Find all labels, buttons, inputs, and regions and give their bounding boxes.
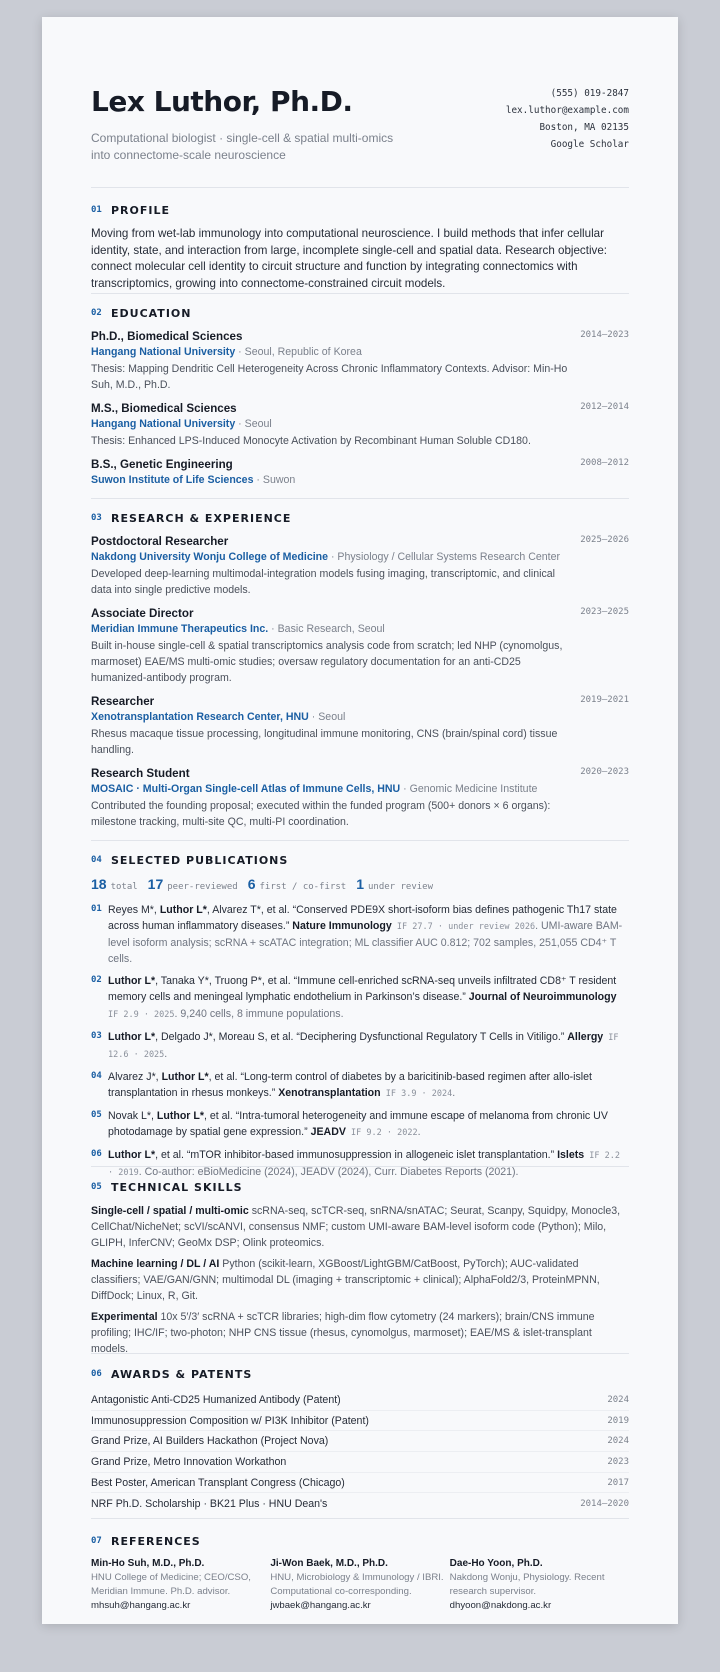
section-number: 06 [91,1369,102,1379]
section-heading [91,510,629,526]
award-year: 2017 [607,1477,629,1488]
org-name: Meridian Immune Therapeutics Inc. [91,623,269,635]
resume-page [42,17,678,1624]
publication-number: 01 [91,904,102,914]
section-number: 03 [91,513,102,523]
entry-date: 2025–2026 [580,535,629,545]
award-row [91,1411,629,1432]
degree-title: M.S., Biomedical Sciences [91,402,237,415]
role-title: Researcher [91,695,155,708]
entry-description: Built in-house single-cell & spatial transcriptomics analysis code from scratch; led NHP (cynomolgus, marmoset) EAE/MS multi-omic studies; oversaw regulatory documentation for an anti-CD25 humanized-antibody program. [91,640,563,684]
awards-section [91,1354,629,1519]
pub-note: . 9,240 cells, 8 immune populations. [174,1008,344,1020]
section-number: 02 [91,308,102,318]
pub-note: . UMI-aware BAM-level isoform analysis; scRNA + scATAC integration; ML classifier AUC 0.812; 702 samples, 251,055 CD4⁺ T cells. [108,920,623,965]
pub-journal: Islets [557,1149,585,1161]
pub-journal: Allergy [567,1031,604,1043]
entry-date: 2008–2012 [580,458,629,468]
section-title: RESEARCH & EXPERIENCE [111,511,292,525]
experience-entry [91,606,629,686]
degree-title: Ph.D., Biomedical Sciences [91,330,243,343]
contact-email[interactable]: lex.luthor@example.com [505,105,629,116]
skill-text: 10x 5′/3′ scRNA + scTCR libraries; high-dim flow cytometry (24 markers); brain/CNS immune profiling; IHC/IF; two-photon; NHP CNS tissue (rhesus, cynomolgus, marmoset); EAE/MS & islet-transplant models. [91,1311,595,1355]
skill-group [91,1309,629,1357]
entry-date: 2014–2023 [580,330,629,340]
education-entry [91,329,629,393]
org-name: Nakdong University Wonju College of Medicine [91,551,329,563]
degree-title: B.S., Genetic Engineering [91,458,233,471]
stat-review-count: 1 [356,876,364,892]
role-title: Research Student [91,767,190,780]
publication-item [91,1108,629,1141]
section-title: REFERENCES [111,1534,201,1548]
section-number: 07 [91,1536,102,1546]
pub-title: , et al. “Long-term control of diabetes by a baricitinib-based regimen after allo-islet transplantation in rhesus monkeys.” [108,1071,592,1099]
skill-group [91,1203,629,1251]
profile-text: Moving from wet-lab immunology into computational neuroscience. I build methods that infer cellular identity, state, and interaction from large, incomplete single-cell and spatial data. Research objective: connect molecular cell identity to circuit structure and function by integrating connectomics with transcriptomics, growing into connectome-constrained circuit models. [91,227,607,290]
pub-title: , Alvarez T*, et al. “Conserved PDE9X short-isoform bias defines pathogenic Th17 state across human inflammatory diseases.” [108,904,617,932]
entry-org [91,345,629,360]
skill-label: Experimental [91,1311,158,1323]
award-row [91,1390,629,1411]
reference-email[interactable]: mhsuh@hangang.ac.kr [91,1600,191,1611]
publication-item [91,1029,629,1063]
award-name: Grand Prize, Metro Innovation Workathon [91,1455,287,1468]
entry-org [91,710,629,725]
pub-authors-pre: Alvarez J*, [108,1071,162,1083]
org-name: Hangang National University [91,346,236,358]
section-heading [91,852,629,868]
section-heading [91,305,629,321]
award-name: Grand Prize, AI Builders Hackathon (Project Nova) [91,1435,329,1448]
org-name: Suwon Institute of Life Sciences [91,474,254,486]
awards-list [91,1390,629,1514]
award-year: 2014–2020 [580,1498,629,1509]
publication-citation [108,1147,629,1181]
award-row [91,1473,629,1494]
award-year: 2019 [607,1415,629,1426]
stat-peer-count: 17 [147,876,164,892]
scholar-link[interactable]: Google Scholar [550,139,629,150]
references-list [91,1557,629,1613]
entry-description: Rhesus macaque tissue processing, longitudinal immune monitoring, CNS (brain/spinal cord) tissue handling. [91,728,558,756]
publication-citation [108,902,629,967]
resume-header [91,67,629,188]
publication-number: 02 [91,975,102,985]
section-heading [91,202,629,218]
award-row [91,1493,629,1514]
award-year: 2023 [607,1456,629,1467]
pub-meta: IF 2.9 · 2025 [108,1010,175,1020]
org-location: · Seoul [308,711,346,723]
experience-entry [91,766,629,830]
role-title: Associate Director [91,607,194,620]
pub-meta: IF 2.2 · 2019 [108,1151,620,1178]
pub-self-author: Luthor L* [108,975,156,987]
entry-org [91,417,629,432]
education-section [91,294,629,499]
section-title: SELECTED PUBLICATIONS [111,853,289,867]
stat-first-count: 6 [247,876,256,892]
header-left [91,67,411,187]
pub-meta: IF 9.2 · 2022 [345,1128,418,1138]
award-name: NRF Ph.D. Scholarship · BK21 Plus · HNU Dean's [91,1497,328,1510]
entry-org [91,622,629,637]
section-title: AWARDS & PATENTS [111,1367,253,1381]
award-row [91,1431,629,1452]
award-year: 2024 [607,1394,629,1405]
skill-text: Python (scikit-learn, XGBoost/LightGBM/CatBoost, PyTorch); AUC-validated classifiers; VAE/GAN/GNN; multimodal DL (imaging + transcriptomic + clinical); AlphaFold2/3, ProteinMPNN, DiffDock; Linux, R, Git. [91,1258,600,1302]
award-name: Antagonistic Anti-CD25 Humanized Antibody (Patent) [91,1393,341,1406]
pub-self-author: Luthor L* [108,1149,156,1161]
org-location: · Seoul [235,418,272,430]
pub-meta: IF 27.7 · under review 2026 [391,922,536,932]
publication-number: 05 [91,1110,102,1120]
org-location: · Suwon [253,474,296,486]
stat-review-label: under review [368,882,434,892]
education-entry [91,457,629,488]
reference-item [91,1557,269,1613]
section-heading [91,1179,629,1195]
skill-label: Single-cell / spatial / multi-omic [91,1205,249,1217]
publication-number: 06 [91,1149,102,1159]
pub-self-author: Luthor L* [156,1110,204,1122]
section-number: 04 [91,855,102,865]
section-title: TECHNICAL SKILLS [111,1180,243,1194]
role-title: Postdoctoral Researcher [91,535,229,548]
entry-description: Developed deep-learning multimodal-integration models fusing imaging, transcriptomic, and clinical data into single predictive models. [91,568,556,596]
pub-title: , et al. “Intra-tumoral heterogeneity and immune escape of melanoma from chronic UV photodamage by spatial gene expression.” [108,1110,608,1138]
reference-description: Nakdong Wonju, Physiology. Recent research supervisor. [449,1572,605,1597]
publications-section [91,841,629,1178]
org-location: · Physiology / Cellular Systems Research Center [328,551,560,563]
pub-journal: JEADV [310,1126,346,1138]
publication-citation [108,1029,629,1063]
profile-section [91,188,629,294]
publication-number: 04 [91,1071,102,1081]
award-name: Best Poster, American Transplant Congress (Chicago) [91,1476,345,1489]
entry-org [91,473,629,488]
publication-item [91,902,629,967]
entry-org [91,550,629,565]
skill-text: scRNA-seq, scTCR-seq, snRNA/snATAC; Seurat, Scanpy, Squidpy, Monocle3, CellChat/NicheNet; scVI/scANVI, consensus NMF; custom UMI-aware BAM-level isoform code (Python); Milo, GLIPH, InferCNV; GeoMx DSP; Olink proteomics. [91,1205,621,1249]
pub-authors-pre: Reyes M*, [108,904,160,916]
publication-item [91,1147,629,1181]
contact-location: Boston, MA 02135 [539,122,629,133]
education-entry [91,401,629,449]
entry-description: Thesis: Enhanced LPS-Induced Monocyte Activation by Recombinant Human Soluble CD180. [91,435,531,447]
entry-date: 2023–2025 [580,607,629,617]
reference-description: HNU, Microbiology & Immunology / IBRI. Computational co-corresponding. [270,1572,444,1597]
candidate-name: Lex Luthor, Ph.D. [91,85,353,118]
reference-email[interactable]: dhyoon@nakdong.ac.kr [449,1600,552,1611]
pub-note: . [452,1087,456,1099]
publication-number: 03 [91,1031,102,1041]
reference-description: HNU College of Medicine; CEO/CSO, Meridian Immune. Ph.D. advisor. [91,1572,251,1597]
section-heading [91,1366,629,1382]
org-name: Hangang National University [91,418,236,430]
section-title: PROFILE [111,203,171,217]
entry-date: 2012–2014 [580,402,629,412]
pub-title: , et al. “mTOR inhibitor-based immunosuppression in allogeneic islet transplantation.” [155,1149,558,1161]
org-location: · Seoul, Republic of Korea [235,346,362,358]
pub-meta: IF 3.9 · 2024 [380,1089,453,1099]
references-section [91,1519,629,1619]
org-name: Xenotransplantation Research Center, HNU [91,711,309,723]
reference-name: Ji-Won Baek, M.D., Ph.D. [270,1558,388,1569]
pub-note: . [164,1048,168,1060]
entry-description: Thesis: Mapping Dendritic Cell Heterogeneity Across Chronic Inflammatory Contexts. Advisor: Min-Ho Suh, M.D., Ph.D. [91,363,568,391]
award-name: Immunosuppression Composition w/ PI3K Inhibitor (Patent) [91,1414,369,1427]
pub-journal: Journal of Neuroimmunology [468,991,617,1003]
contact-block [506,85,629,187]
contact-phone: (555) 019-2847 [550,88,629,99]
entry-org [91,782,629,797]
pub-authors-pre: Novak L*, [108,1110,157,1122]
publication-citation [108,1069,629,1102]
reference-name: Min-Ho Suh, M.D., Ph.D. [91,1558,205,1569]
experience-entry [91,534,629,598]
pub-note: . [417,1126,421,1138]
award-year: 2024 [607,1436,629,1447]
entry-date: 2020–2023 [580,767,629,777]
research-section [91,499,629,841]
skill-group [91,1256,629,1304]
pub-note: . Co-author: eBioMedicine (2024), JEADV (2024), Curr. Diabetes Reports (2021). [138,1166,519,1178]
skills-section [91,1167,629,1354]
publication-item [91,1069,629,1102]
org-name: MOSAIC · Multi-Organ Single-cell Atlas of Immune Cells, HNU [91,783,401,795]
stat-first-label: first / co-first [259,882,347,892]
pub-title: , Tanaka Y*, Truong P*, et al. “Immune cell-enriched scRNA-seq unveils infiltrated CD8⁺ T resident memory cells and meningeal lymphatic endothelium in Parkinson’s disease.” [108,975,617,1003]
reference-item [450,1557,628,1613]
stat-peer-label: peer-reviewed [167,882,238,892]
section-heading [91,1533,629,1549]
section-number: 05 [91,1182,102,1192]
stat-total-count: 18 [91,876,107,892]
section-title: EDUCATION [111,306,192,320]
reference-email[interactable]: jwbaek@hangang.ac.kr [270,1600,371,1611]
pub-title: , Delgado J*, Moreau S, et al. “Deciphering Dysfunctional Regulatory T Cells in Vitiligo.” [155,1031,568,1043]
pub-self-author: Luthor L* [161,1071,209,1083]
publication-stats [91,876,629,896]
entry-date: 2019–2021 [580,695,629,705]
entry-description: Contributed the founding proposal; executed within the funded program (500+ donors × 6 organs): milestone tracking, multi-site QC, multi-PI coordination. [91,800,551,828]
pub-self-author: Luthor L* [159,904,207,916]
experience-entry [91,694,629,758]
award-row [91,1452,629,1473]
org-location: · Genomic Medicine Institute [400,783,538,795]
section-number: 01 [91,205,102,215]
org-location: · Basic Research, Seoul [268,623,385,635]
publication-citation [108,973,629,1023]
publication-item [91,973,629,1023]
publication-citation [108,1108,629,1141]
stat-total-label: total [110,882,138,892]
pub-journal: Xenotransplantation [278,1087,381,1099]
pub-journal: Nature Immunology [292,920,392,932]
pub-meta: IF 12.6 · 2025 [108,1033,619,1060]
reference-name: Dae-Ho Yoon, Ph.D. [449,1558,543,1569]
skill-label: Machine learning / DL / AI [91,1258,220,1270]
pub-self-author: Luthor L* [108,1031,156,1043]
tagline: Computational biologist · single-cell & spatial multi-omics into connectome-scale neuroscience [91,131,394,162]
reference-item [270,1557,448,1613]
